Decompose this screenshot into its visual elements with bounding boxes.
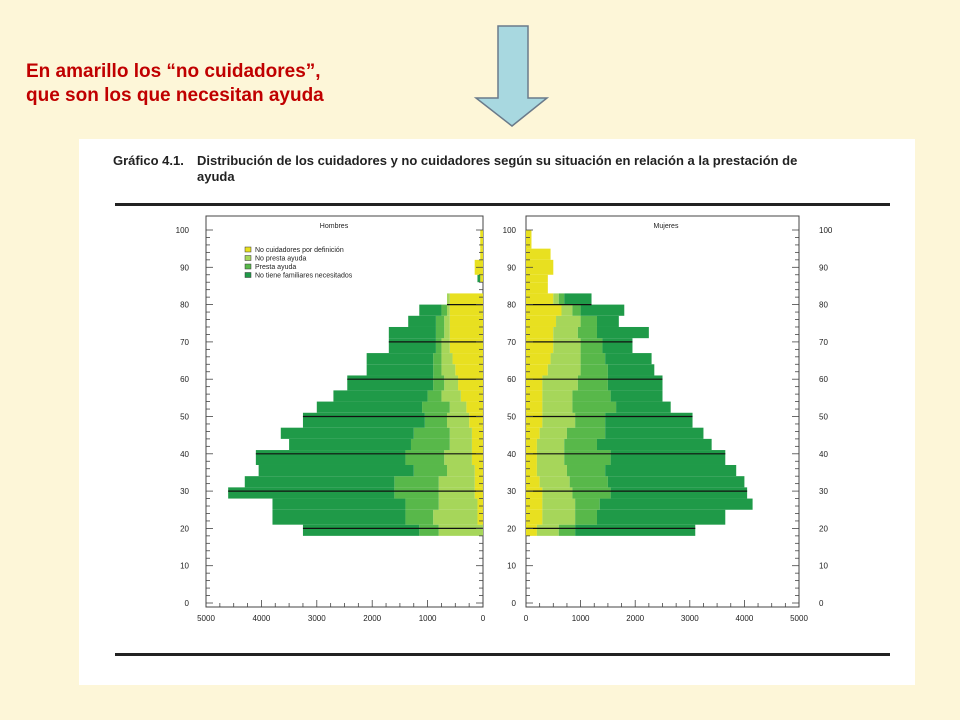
bar-hombres-74-2 <box>436 316 444 327</box>
value-tick-label: 3000 <box>307 614 326 623</box>
bar-mujeres-71-2 <box>578 327 597 338</box>
bar-mujeres-74-1 <box>556 316 581 327</box>
population-pyramid-chart <box>79 139 915 685</box>
bar-hombres-64-0 <box>453 353 483 364</box>
value-tick-label: 1000 <box>571 614 590 623</box>
bar-hombres-21-0 <box>477 510 483 525</box>
value-tick-label: 4000 <box>252 614 271 623</box>
bar-mujeres-21-3 <box>597 510 725 525</box>
age-tick-label: 100 <box>502 226 516 235</box>
bar-hombres-54-3 <box>333 390 427 401</box>
bar-hombres-37-2 <box>405 450 444 465</box>
bar-mujeres-67-3 <box>602 338 632 353</box>
bar-hombres-51-3 <box>317 402 422 413</box>
bar-mujeres-31-1 <box>540 476 570 487</box>
bar-mujeres-54-3 <box>611 390 663 401</box>
age-tick-label: 50 <box>507 412 516 422</box>
bar-hombres-86-0 <box>480 275 483 282</box>
bar-hombres-41-3 <box>289 439 411 450</box>
bar-hombres-41-0 <box>472 439 483 450</box>
bar-hombres-41-2 <box>411 439 450 450</box>
bar-mujeres-92-0 <box>526 249 551 260</box>
bar-mujeres-71-1 <box>553 327 578 338</box>
bar-mujeres-47-1 <box>542 413 575 428</box>
bar-hombres-77-2 <box>441 305 447 316</box>
age-tick-label: 80 <box>180 300 189 310</box>
age-tick-label: 40 <box>819 449 828 459</box>
bar-mujeres-41-3 <box>597 439 712 450</box>
bar-hombres-80-0 <box>450 293 483 304</box>
bar-mujeres-51-3 <box>616 402 671 413</box>
bar-mujeres-74-2 <box>581 316 597 327</box>
figure-label: Gráfico 4.1. <box>113 153 184 168</box>
age-tick-label: 80 <box>819 300 828 310</box>
bar-mujeres-54-0 <box>526 390 542 401</box>
bar-hombres-51-1 <box>450 402 467 413</box>
bar-hombres-37-3 <box>256 450 406 465</box>
age-tick-label: 100 <box>175 226 189 235</box>
bar-mujeres-44-3 <box>605 428 703 439</box>
age-tick-label: 20 <box>819 524 828 534</box>
bar-hombres-41-1 <box>450 439 472 450</box>
value-tick-label: 2000 <box>363 614 382 623</box>
bar-mujeres-18-2 <box>559 525 575 536</box>
figure-panel <box>79 139 915 685</box>
bar-mujeres-57-0 <box>526 375 542 390</box>
bar-mujeres-71-3 <box>597 327 649 338</box>
bar-hombres-92-0 <box>480 249 483 260</box>
bar-hombres-54-0 <box>461 390 483 401</box>
age-tick-label: 20 <box>507 524 516 534</box>
bar-mujeres-80-0 <box>526 293 553 304</box>
legend-label: No cuidadores por definición <box>255 247 344 254</box>
bar-mujeres-18-0 <box>526 525 537 536</box>
bar-hombres-47-3 <box>303 413 425 428</box>
bar-hombres-37-1 <box>444 450 472 465</box>
slide-note <box>26 60 324 108</box>
bar-mujeres-61-3 <box>608 364 654 375</box>
bar-hombres-71-3 <box>389 327 436 338</box>
bar-hombres-31-2 <box>394 476 438 487</box>
age-tick-label: 30 <box>507 487 516 497</box>
bar-mujeres-28-3 <box>611 487 748 498</box>
bar-hombres-61-0 <box>455 364 483 375</box>
bar-mujeres-74-3 <box>597 316 619 327</box>
bar-hombres-44-0 <box>472 428 483 439</box>
age-tick-label: 40 <box>507 449 516 459</box>
bar-hombres-61-2 <box>433 364 441 375</box>
bar-mujeres-64-1 <box>551 353 581 364</box>
age-tick-label: 70 <box>819 337 828 347</box>
bar-mujeres-71-0 <box>526 327 553 338</box>
figure-title-line-1: Distribución de los cuidadores y no cuidadores según su situación en relación a la prestación de <box>197 153 798 168</box>
bar-mujeres-51-1 <box>542 402 572 413</box>
bar-mujeres-51-2 <box>572 402 616 413</box>
age-tick-label: 30 <box>180 487 189 497</box>
age-tick-label: 90 <box>180 263 189 273</box>
value-tick-label: 5000 <box>197 614 215 623</box>
value-tick-label: 1000 <box>418 614 437 623</box>
age-tick-label: 60 <box>819 375 828 385</box>
bar-hombres-54-2 <box>428 390 442 401</box>
bar-mujeres-47-0 <box>526 413 542 428</box>
age-tick-label: 70 <box>180 337 189 347</box>
bar-hombres-77-0 <box>450 305 483 316</box>
bar-mujeres-77-3 <box>581 305 625 316</box>
bar-hombres-25-0 <box>477 499 483 510</box>
age-tick-label: 80 <box>507 300 516 310</box>
bar-hombres-67-1 <box>441 338 449 353</box>
bar-hombres-28-2 <box>394 487 438 498</box>
bar-mujeres-64-0 <box>526 353 551 364</box>
bar-mujeres-67-1 <box>553 338 580 353</box>
bar-mujeres-86-0 <box>526 275 548 282</box>
age-tick-label: 60 <box>180 375 189 385</box>
bar-hombres-18-1 <box>439 525 483 536</box>
age-tick-label: 0 <box>511 599 516 608</box>
bar-hombres-28-3 <box>228 487 394 498</box>
bar-mujeres-61-2 <box>581 364 608 375</box>
age-tick-label: 60 <box>507 375 516 385</box>
bar-hombres-25-3 <box>272 499 405 510</box>
bar-hombres-71-2 <box>436 327 444 338</box>
bar-hombres-44-3 <box>281 428 414 439</box>
bar-mujeres-18-3 <box>575 525 695 536</box>
bar-mujeres-44-1 <box>540 428 567 439</box>
bar-hombres-31-0 <box>475 476 483 487</box>
legend-swatch <box>245 273 251 278</box>
bar-mujeres-21-1 <box>542 510 575 525</box>
bar-hombres-64-2 <box>433 353 441 364</box>
age-tick-label: 100 <box>819 226 833 235</box>
bar-hombres-25-1 <box>439 499 478 510</box>
panel-title-mujeres: Mujeres <box>653 223 679 230</box>
bar-hombres-57-2 <box>433 375 444 390</box>
bar-mujeres-80-3 <box>564 293 591 304</box>
value-tick-label: 0 <box>523 614 529 623</box>
bar-mujeres-34-2 <box>567 465 605 476</box>
age-tick-label: 40 <box>180 449 189 459</box>
bar-hombres-74-1 <box>444 316 450 327</box>
bar-mujeres-18-1 <box>537 525 559 536</box>
age-tick-label: 70 <box>507 337 516 347</box>
age-tick-label: 90 <box>507 263 516 273</box>
bar-hombres-61-1 <box>441 364 455 375</box>
bar-mujeres-41-0 <box>526 439 537 450</box>
down-arrow-icon <box>470 24 552 128</box>
panel-title-hombres: Hombres <box>319 223 349 230</box>
bar-mujeres-44-2 <box>567 428 605 439</box>
value-tick-label: 2000 <box>626 614 645 623</box>
bar-hombres-57-1 <box>444 375 458 390</box>
bar-mujeres-61-1 <box>548 364 581 375</box>
note-line-1: En amarillo los “no cuidadores”, <box>26 61 321 82</box>
bar-mujeres-31-0 <box>526 476 540 487</box>
bar-hombres-34-3 <box>259 465 414 476</box>
bar-hombres-64-3 <box>367 353 433 364</box>
bar-mujeres-77-1 <box>561 305 572 316</box>
bar-hombres-21-2 <box>405 510 433 525</box>
value-tick-label: 5000 <box>790 614 808 623</box>
bar-mujeres-64-3 <box>605 353 651 364</box>
bar-mujeres-77-2 <box>572 305 580 316</box>
bar-hombres-28-0 <box>475 487 483 498</box>
age-tick-label: 90 <box>819 263 828 273</box>
value-tick-label: 4000 <box>735 614 754 623</box>
bar-hombres-44-2 <box>414 428 450 439</box>
bar-mujeres-34-1 <box>537 465 567 476</box>
bar-mujeres-21-2 <box>575 510 597 525</box>
bar-hombres-47-2 <box>425 413 447 428</box>
bar-mujeres-37-2 <box>564 450 610 465</box>
age-tick-label: 50 <box>819 412 828 422</box>
bar-mujeres-34-0 <box>526 465 537 476</box>
bar-mujeres-51-0 <box>526 402 542 413</box>
bar-mujeres-64-2 <box>581 353 606 364</box>
bar-mujeres-83-0 <box>526 282 548 293</box>
bar-mujeres-31-2 <box>570 476 608 487</box>
bar-mujeres-57-2 <box>578 375 608 390</box>
bar-mujeres-57-3 <box>608 375 663 390</box>
bar-hombres-47-0 <box>469 413 483 428</box>
bar-mujeres-47-3 <box>605 413 692 428</box>
age-tick-label: 10 <box>507 561 516 571</box>
bar-hombres-51-2 <box>422 402 450 413</box>
bar-hombres-67-2 <box>436 338 442 353</box>
age-tick-label: 0 <box>184 599 189 608</box>
legend-swatch <box>245 264 251 269</box>
bar-hombres-64-1 <box>441 353 452 364</box>
bar-mujeres-67-0 <box>526 338 553 353</box>
bar-mujeres-28-0 <box>526 487 542 498</box>
bar-hombres-37-0 <box>472 450 483 465</box>
bar-hombres-57-3 <box>347 375 433 390</box>
bar-mujeres-37-1 <box>537 450 564 465</box>
bar-hombres-44-1 <box>450 428 472 439</box>
bar-hombres-31-1 <box>439 476 475 487</box>
bar-hombres-67-0 <box>450 338 483 353</box>
legend-label: No tiene familiares necesitados <box>255 272 353 280</box>
age-tick-label: 30 <box>819 487 828 497</box>
age-tick-label: 50 <box>180 412 189 422</box>
age-tick-label: 0 <box>819 599 824 608</box>
age-tick-label: 20 <box>180 524 189 534</box>
bar-mujeres-31-3 <box>608 476 745 487</box>
bar-hombres-74-3 <box>408 316 436 327</box>
bar-mujeres-54-2 <box>572 390 610 401</box>
bar-hombres-71-1 <box>444 327 450 338</box>
bar-mujeres-41-1 <box>537 439 564 450</box>
legend-label: No presta ayuda <box>255 255 307 263</box>
bar-mujeres-41-2 <box>564 439 597 450</box>
bar-hombres-31-3 <box>245 476 395 487</box>
legend-label: Presta ayuda <box>255 264 297 271</box>
note-line-2: que son los que necesitan ayuda <box>26 85 324 106</box>
bar-mujeres-28-2 <box>572 487 610 498</box>
bar-hombres-71-0 <box>450 327 483 338</box>
bar-mujeres-44-0 <box>526 428 540 439</box>
bar-hombres-21-3 <box>272 510 405 525</box>
bar-mujeres-80-1 <box>553 293 558 304</box>
bar-mujeres-54-1 <box>542 390 572 401</box>
bar-hombres-57-0 <box>458 375 483 390</box>
bar-mujeres-67-2 <box>581 338 603 353</box>
bar-hombres-34-0 <box>475 465 483 476</box>
bar-mujeres-95-0 <box>526 230 531 249</box>
bar-hombres-61-3 <box>367 364 433 375</box>
bar-mujeres-25-1 <box>542 499 575 510</box>
bar-mujeres-34-3 <box>605 465 736 476</box>
bar-mujeres-57-1 <box>542 375 577 390</box>
bar-hombres-77-3 <box>419 305 441 316</box>
bar-mujeres-25-3 <box>600 499 753 510</box>
figure-title-line-2: ayuda <box>197 169 235 184</box>
age-tick-label: 10 <box>819 561 828 571</box>
bar-mujeres-61-0 <box>526 364 548 375</box>
bar-mujeres-77-0 <box>526 305 561 316</box>
bar-mujeres-25-0 <box>526 499 542 510</box>
value-tick-label: 0 <box>480 614 486 623</box>
bar-mujeres-37-0 <box>526 450 537 465</box>
bar-mujeres-37-3 <box>611 450 726 465</box>
bar-mujeres-25-2 <box>575 499 600 510</box>
bar-mujeres-21-0 <box>526 510 542 525</box>
legend-swatch <box>245 256 251 261</box>
bar-hombres-54-1 <box>441 390 460 401</box>
bar-hombres-34-1 <box>447 465 475 476</box>
bar-hombres-86-3 <box>477 275 480 282</box>
bar-mujeres-74-0 <box>526 316 556 327</box>
value-tick-label: 3000 <box>680 614 699 623</box>
legend-swatch <box>245 247 251 252</box>
bar-hombres-95-0 <box>480 230 483 249</box>
bar-hombres-25-2 <box>405 499 438 510</box>
bar-hombres-67-3 <box>389 338 436 353</box>
bar-hombres-21-1 <box>433 510 477 525</box>
bar-mujeres-80-2 <box>559 293 564 304</box>
bar-hombres-18-3 <box>303 525 419 536</box>
bar-mujeres-28-1 <box>542 487 572 498</box>
bar-hombres-51-0 <box>466 402 483 413</box>
bar-hombres-77-1 <box>447 305 450 316</box>
age-tick-label: 10 <box>180 561 189 571</box>
bar-hombres-18-2 <box>419 525 438 536</box>
bar-hombres-80-1 <box>447 293 450 304</box>
bar-hombres-47-1 <box>447 413 469 428</box>
bar-hombres-28-1 <box>439 487 475 498</box>
bar-mujeres-47-2 <box>575 413 605 428</box>
bar-hombres-34-2 <box>414 465 447 476</box>
bar-hombres-74-0 <box>450 316 483 327</box>
